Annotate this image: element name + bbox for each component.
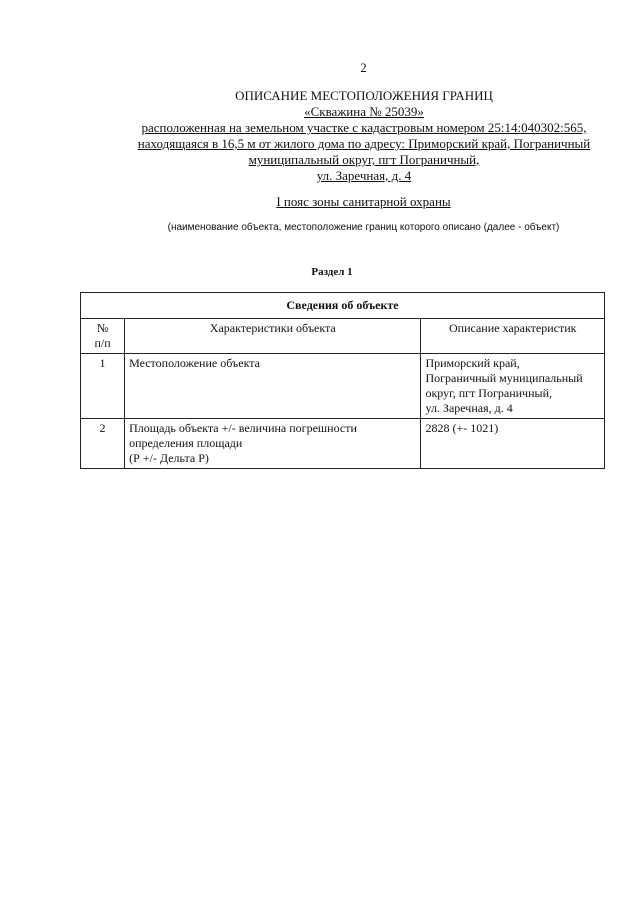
object-info-table [80, 292, 605, 469]
document-title: ОПИСАНИЕ МЕСТОПОЛОЖЕНИЯ ГРАНИЦ [235, 88, 493, 103]
row-num: 1 [81, 354, 125, 419]
table-title-row [81, 293, 605, 319]
address-line-1: расположенная на земельном участке с кадастровым номером 25:14:040302:565, [141, 120, 587, 135]
address-line-4: ул. Заречная, д. 4 [316, 168, 412, 183]
address-line-2: находящаяся в 16,5 м от жилого дома по адресу: Приморский край, Пограничный [137, 136, 591, 151]
object-caption: (наименование объекта, местоположение границ которого описано (далее - объект) [167, 222, 560, 233]
address-line-3: муниципальный округ, пгт Пограничный, [248, 152, 480, 167]
table-header-row [81, 319, 605, 354]
header-num: № п/п [81, 319, 125, 354]
zone-title: I пояс зоны санитарной охраны [276, 194, 451, 209]
row-description: Приморский край, Пограничный муниципальный округ, пгт Пограничный, ул. Заречная, д. 4 [421, 354, 605, 419]
table-title: Сведения об объекте [81, 293, 605, 319]
header-characteristics: Характеристики объекта [125, 319, 421, 354]
row-characteristic: Местоположение объекта [125, 354, 421, 419]
object-name: «Скважина № 25039» [304, 104, 424, 119]
row-num: 2 [81, 419, 125, 469]
table-row [81, 354, 605, 419]
header-description: Описание характеристик [421, 319, 605, 354]
section-title: Раздел 1 [311, 266, 353, 278]
page-number: 2 [360, 60, 367, 75]
row-description: 2828 (+- 1021) [421, 419, 605, 469]
table-row [81, 419, 605, 469]
document-header [100, 88, 628, 184]
row-characteristic: Площадь объекта +/- величина погрешности определения площади (Р +/- Дельта Р) [125, 419, 421, 469]
